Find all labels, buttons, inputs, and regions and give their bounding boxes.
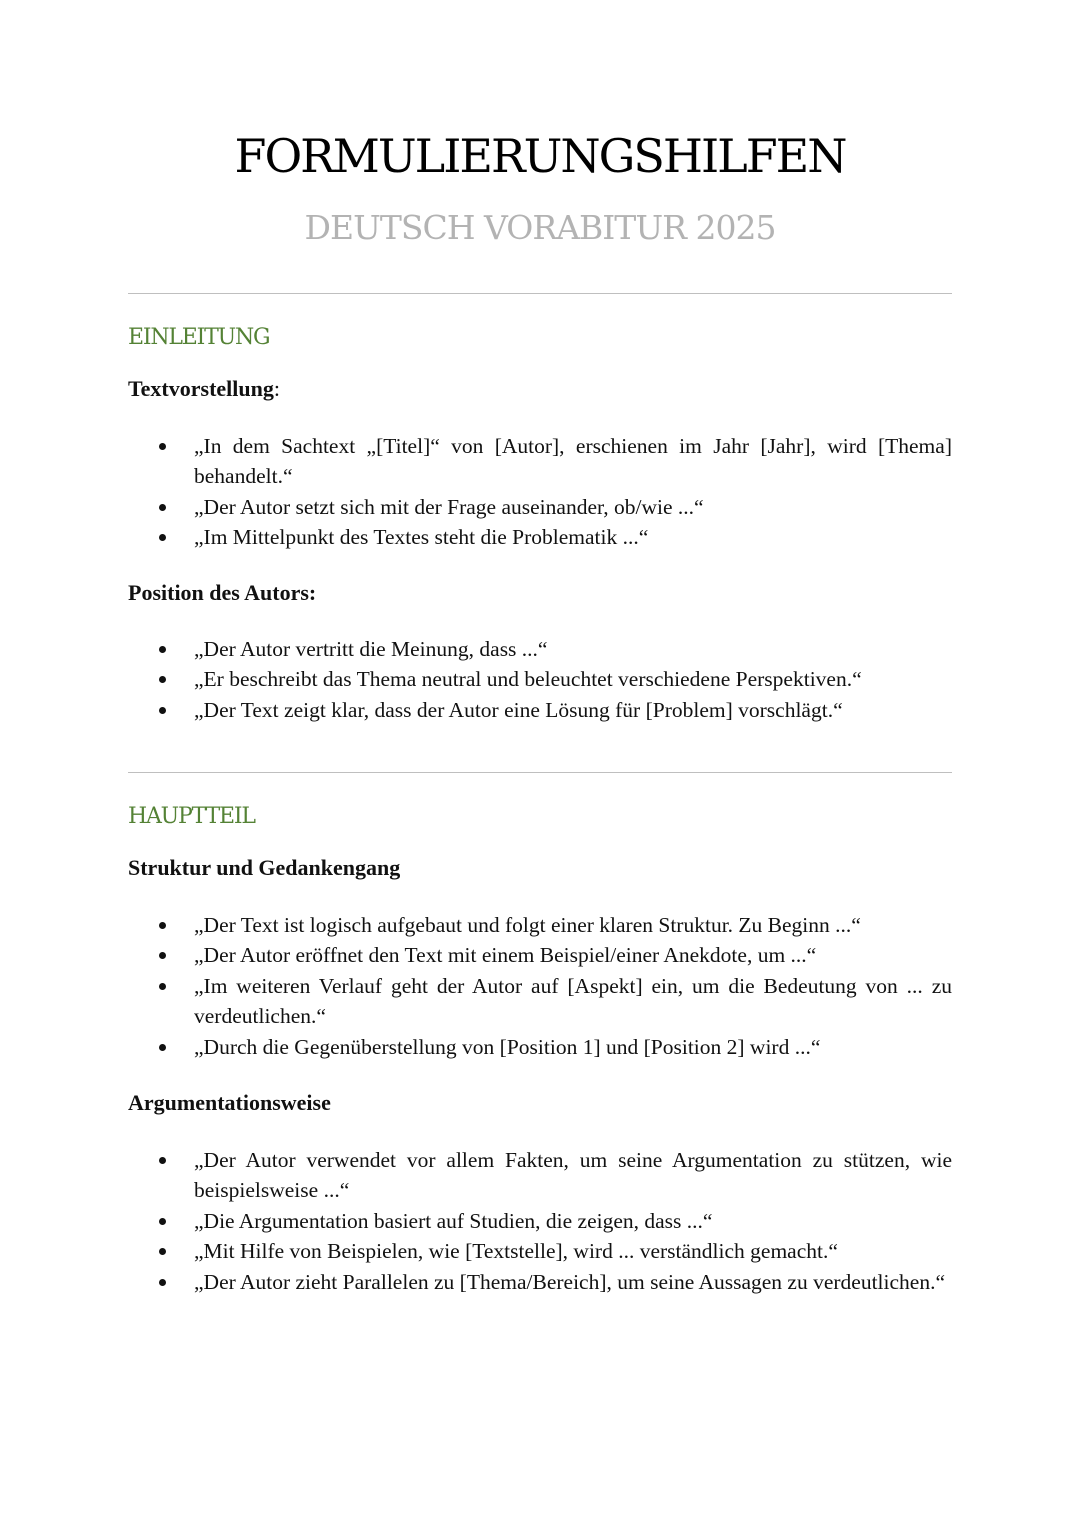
subheading-text: Position des Autors: <box>128 580 317 605</box>
list-item <box>128 522 952 552</box>
bullet-icon <box>159 1279 166 1286</box>
list-item <box>128 1032 952 1062</box>
bullet-icon <box>159 504 166 511</box>
list-item <box>128 695 952 725</box>
list-item-text: „Der Autor zieht Parallelen zu [Thema/Bereich], um seine Aussagen zu verdeutlichen.“ <box>194 1269 946 1294</box>
list-item <box>128 971 952 1032</box>
list-item-text: „Der Autor vertritt die Meinung, dass ...“ <box>194 637 548 661</box>
bullet-list-position-des-autors <box>128 634 952 725</box>
bullet-icon <box>159 1044 166 1051</box>
list-item-text: „Mit Hilfe von Beispielen, wie [Textstelle], wird ... verständlich gemacht.“ <box>194 1239 838 1264</box>
subheading-text: Struktur und Gedankengang <box>128 855 401 880</box>
list-item <box>128 431 952 492</box>
bullet-icon <box>159 1248 166 1255</box>
subheading-textvorstellung <box>128 374 280 404</box>
list-item-text: „Der Autor setzt sich mit der Frage auseinander, ob/wie ...“ <box>194 494 704 519</box>
subheading-suffix: : <box>273 376 280 401</box>
list-item-text: „Der Text ist logisch aufgebaut und folgt einer klaren Struktur. Zu Beginn ...“ <box>194 913 861 937</box>
section-title-einleitung: EINLEITUNG <box>128 325 270 350</box>
bullet-icon <box>159 646 166 653</box>
list-item-text: „Im Mittelpunkt des Textes steht die Problematik ...“ <box>194 525 649 550</box>
bullet-list-textvorstellung <box>128 431 952 553</box>
bullet-icon <box>159 922 166 929</box>
bullet-list-argumentationsweise <box>128 1145 952 1297</box>
divider <box>128 772 952 773</box>
list-item <box>128 1267 952 1297</box>
list-item <box>128 1206 952 1236</box>
bullet-icon <box>159 707 166 714</box>
subheading-text: Textvorstellung <box>128 376 274 401</box>
divider <box>128 293 952 294</box>
subheading-argumentationsweise <box>128 1088 331 1118</box>
subheading-struktur-und-gedankengang <box>128 853 400 883</box>
bullet-icon <box>159 676 166 683</box>
list-item-text: „Der Text zeigt klar, dass der Autor eine Lösung für [Problem] vorschlägt.“ <box>194 697 843 722</box>
list-item-text: „Der Autor verwendet vor allem Fakten, um seine Argumentation zu stützen, wie beispielsweise ...“ <box>194 1148 952 1203</box>
bullet-icon <box>159 534 166 541</box>
subheading-position-des-autors <box>128 578 316 608</box>
list-item <box>128 940 952 970</box>
bullet-icon <box>159 983 166 990</box>
document-title: FORMULIERUNGSHILFEN <box>234 129 846 183</box>
list-item <box>128 910 952 940</box>
list-item <box>128 634 952 664</box>
section-title-hauptteil: HAUPTTEIL <box>128 804 255 829</box>
bullet-icon <box>159 443 166 450</box>
bullet-icon <box>159 952 166 959</box>
list-item-text: „Durch die Gegenüberstellung von [Position 1] und [Position 2] wird ...“ <box>194 1034 821 1059</box>
list-item <box>128 1236 952 1266</box>
list-item-text: „In dem Sachtext „[Titel]“ von [Autor], erschienen im Jahr [Jahr], wird [Thema] behandelt.“ <box>194 434 952 489</box>
bullet-icon <box>159 1157 166 1164</box>
list-item-text: „Er beschreibt das Thema neutral und beleuchtet verschiedene Perspektiven.“ <box>194 667 862 692</box>
list-item <box>128 492 952 522</box>
list-item <box>128 664 952 694</box>
bullet-list-struktur <box>128 910 952 1062</box>
list-item-text: „Im weiteren Verlauf geht der Autor auf [Aspekt] ein, um die Bedeutung von ... zu verdeutlichen.“ <box>194 973 952 1029</box>
list-item-text: „Der Autor eröffnet den Text mit einem Beispiel/einer Anekdote, um ...“ <box>194 943 817 968</box>
list-item <box>128 1145 952 1206</box>
list-item-text: „Die Argumentation basiert auf Studien, die zeigen, dass ...“ <box>194 1208 713 1233</box>
document-subtitle: DEUTSCH VORABITUR 2025 <box>304 208 776 247</box>
bullet-icon <box>159 1218 166 1225</box>
subheading-text: Argumentationsweise <box>128 1090 331 1115</box>
